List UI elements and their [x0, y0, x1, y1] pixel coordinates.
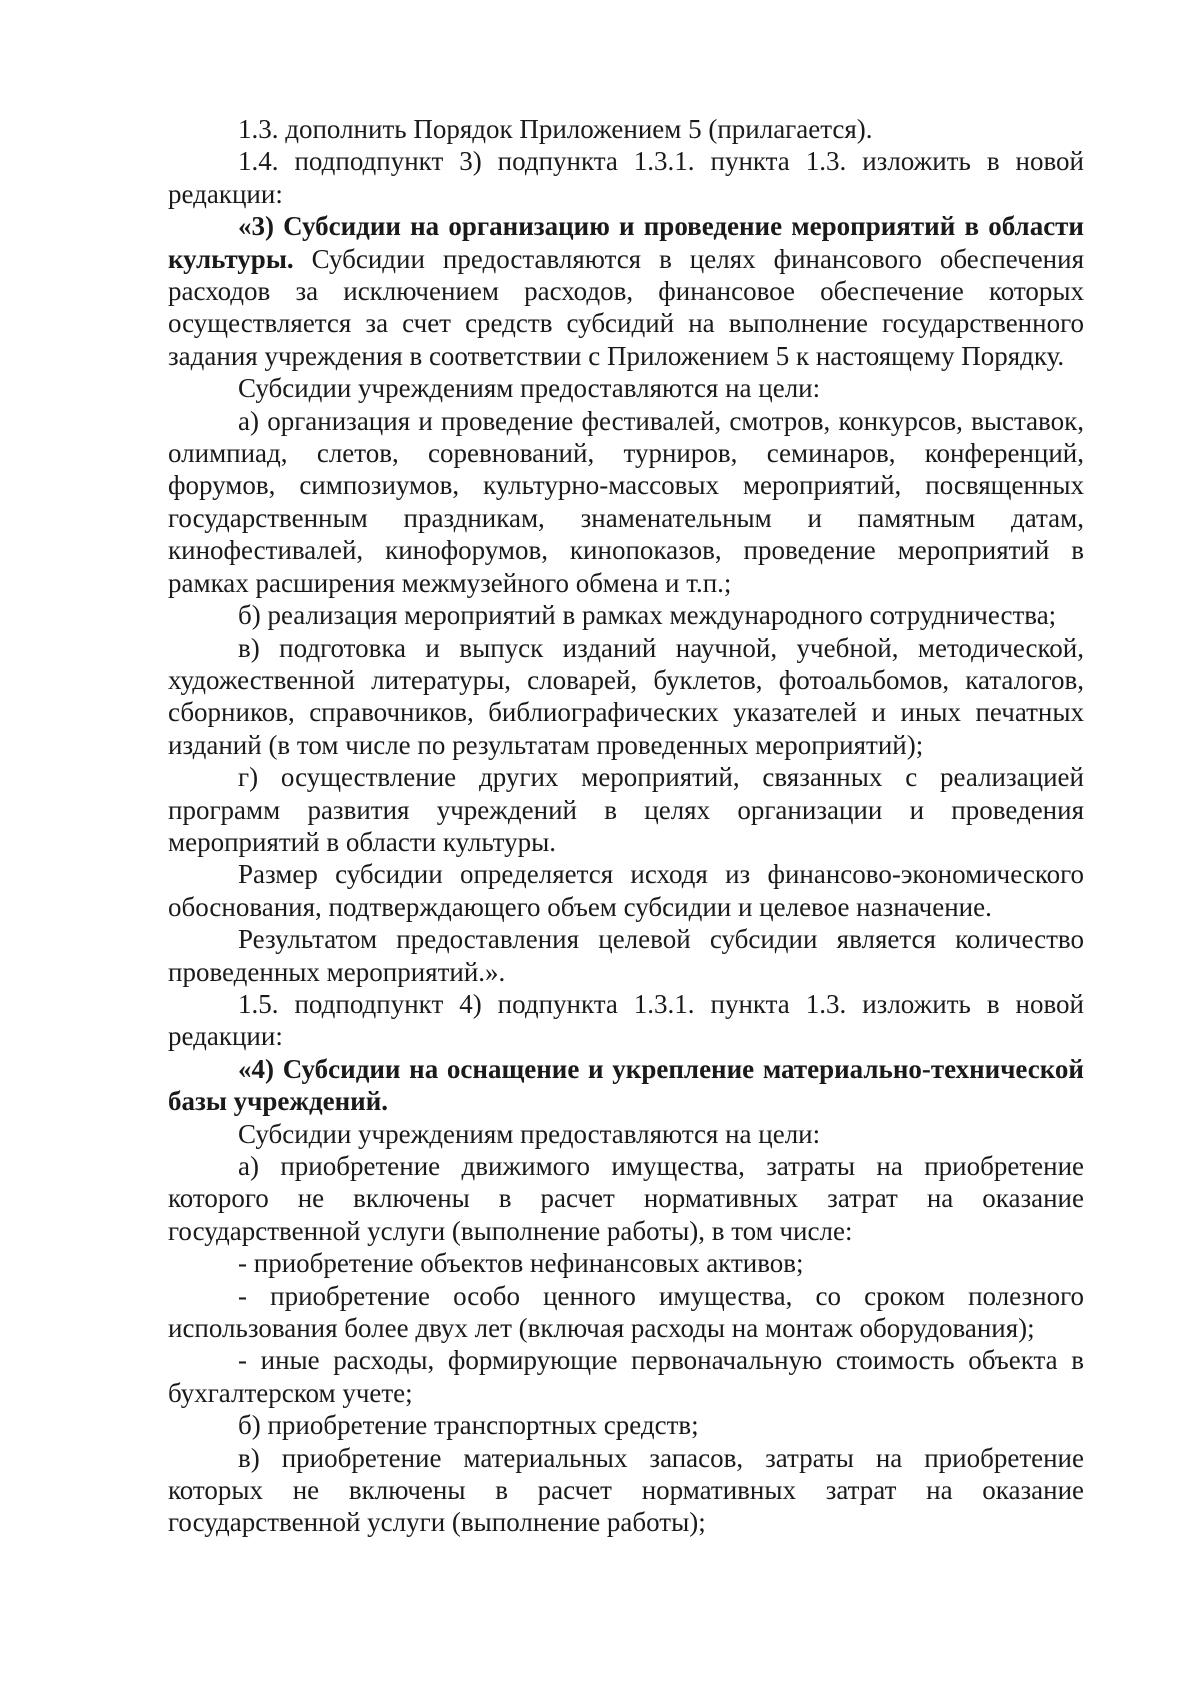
paragraph-item-v-2: в) приобретение материальных запасов, затраты на приобретение которых не включены в расчет нормативных затрат на оказание государственной услуги (выполнение работы); [168, 1442, 1084, 1538]
paragraph-1-4: 1.4. подподпункт 3) подпункта 1.3.1. пункта 1.3. изложить в новой редакции: [168, 146, 1084, 209]
paragraph-goals-intro: Субсидии учреждениям предоставляются на цели: [238, 373, 821, 404]
paragraph-1-5: 1.5. подподпункт 4) подпункта 1.3.1. пункта 1.3. изложить в новой редакции: [168, 988, 1084, 1052]
subsidy-3-heading: «3) Субсидии на организацию и проведение мероприятий в области культуры. [168, 211, 1084, 274]
paragraph-item-a-2: а) приобретение движимого имущества, затраты на приобретение которого не включены в расчет нормативных затрат на оказание государственной услуги (выполнение работы), в том числе: [168, 1151, 1084, 1246]
paragraph-item-v: в) подготовка и выпуск изданий научной, учебной, методической, художественной литературы, словарей, буклетов, фотоальбомов, каталогов, сборников, справочников, библиографических указателей и иных печатных изданий (в том числе по результатам проведенных мероприятий); [168, 632, 1084, 760]
paragraph-item-b-2: б) приобретение транспортных средств; [238, 1410, 699, 1441]
paragraph-dash-3: - иные расходы, формирующие первоначальную стоимость объекта в бухгалтерском учете; [168, 1345, 1084, 1408]
paragraph-dash-2: - приобретение особо ценного имущества, со сроком полезного использования более двух лет (включая расходы на монтаж оборудования); [168, 1280, 1084, 1344]
paragraph-subsidy-result: Результатом предоставления целевой субсидии является количество проведенных мероприятий.». [168, 924, 1084, 987]
paragraph-goals-intro-2: Субсидии учреждениям предоставляются на цели: [238, 1118, 821, 1149]
paragraph-subsidy-3: «3) Субсидии на организацию и проведение мероприятий в области культуры. Субсидии предоставляются в целях финансового обеспечения расходов за исключением расходов, финансовое обеспечение которых осуществляется за счет средств субсидий на выполнение государственного задания учреждения в соответствии с Приложением 5 к настоящему Порядку. [168, 211, 1084, 371]
paragraph-subsidy-4 [168, 1053, 1084, 1118]
paragraph-1-3: 1.3. дополнить Порядок Приложением 5 (прилагается). [238, 114, 873, 144]
paragraph-item-b: б) реализация мероприятий в рамках международного сотрудничества; [238, 600, 1057, 631]
paragraph-item-a: а) организация и проведение фестивалей, смотров, конкурсов, выставок, олимпиад, слетов, соревнований, турниров, семинаров, конференций, форумов, симпозиумов, культурно-массовых мероприятий, посвященных государственным праздникам, знаменательным и памятным датам, кинофестивалей, кинофорумов, кинопоказов, проведение мероприятий в рамках расширения межмузейного обмена и т.п.; [168, 405, 1084, 598]
document-body [168, 113, 1084, 1539]
paragraph-dash-1: - приобретение объектов нефинансовых активов; [238, 1248, 804, 1279]
paragraph-item-g: г) осуществление других мероприятий, связанных с реализацией программ развития учреждений в целях организации и проведения мероприятий в области культуры. [168, 762, 1084, 857]
paragraph-subsidy-size: Размер субсидии определяется исходя из финансово-экономического обоснования, подтверждающего объем субсидии и целевое назначение. [168, 859, 1084, 922]
subsidy-4-heading: «4) Субсидии на оснащение и укрепление материально-технической базы учреждений. [168, 1053, 1084, 1117]
